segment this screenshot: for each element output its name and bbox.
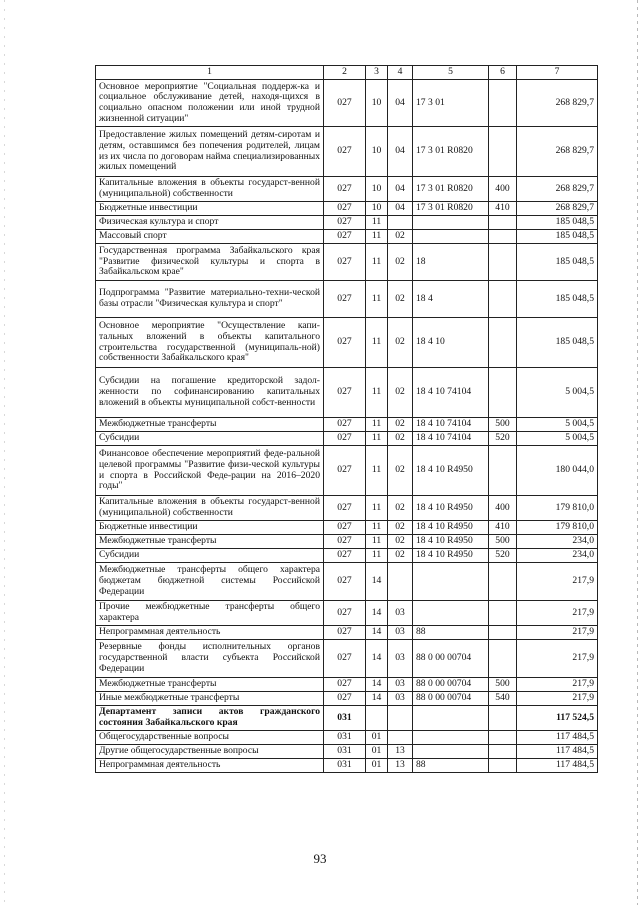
row-section-cell: 11 [366,230,388,244]
row-code-cell: 031 [324,731,366,745]
row-amount-cell: 268 829,7 [517,80,598,127]
row-target-article-cell: 88 0 00 00704 [413,692,489,706]
row-name-cell: Межбюджетные трансферты [96,418,324,432]
table-row [96,535,598,549]
row-section-cell: 14 [366,563,388,601]
row-amount-cell: 217,9 [517,678,598,692]
row-code-cell: 027 [324,318,366,368]
row-subsection-cell: 02 [388,230,413,244]
table-row [96,731,598,745]
row-subsection-cell: 02 [388,418,413,432]
row-target-article-cell: 88 0 00 00704 [413,640,489,678]
row-target-article-cell: 18 4 [413,281,489,318]
row-amount-cell: 217,9 [517,640,598,678]
row-expense-type-cell [489,759,517,773]
row-subsection-cell: 03 [388,601,413,626]
row-section-cell: 01 [366,731,388,745]
row-expense-type-cell: 520 [489,432,517,446]
table-row [96,318,598,368]
header-cell-target-article: 5 [413,66,489,80]
row-expense-type-cell [489,446,517,496]
row-subsection-cell: 02 [388,244,413,281]
table-row [96,80,598,127]
table-row [96,549,598,563]
scan-edge-right [637,0,638,905]
row-section-cell: 14 [366,626,388,640]
row-expense-type-cell [489,640,517,678]
table-row [96,706,598,731]
row-code-cell: 027 [324,626,366,640]
row-subsection-cell: 03 [388,692,413,706]
row-expense-type-cell [489,706,517,731]
row-expense-type-cell [489,318,517,368]
row-section-cell: 14 [366,678,388,692]
row-code-cell: 027 [324,521,366,535]
row-subsection-cell: 02 [388,549,413,563]
row-amount-cell: 234,0 [517,549,598,563]
row-name-cell: Резервные фонды исполнительных органов государственной власти субъекта Российской Федерации [96,640,324,678]
row-section-cell: 11 [366,549,388,563]
row-code-cell: 027 [324,563,366,601]
row-subsection-cell: 02 [388,496,413,521]
row-subsection-cell: 02 [388,281,413,318]
row-amount-cell: 117 524,5 [517,706,598,731]
row-subsection-cell: 02 [388,432,413,446]
row-section-cell: 11 [366,368,388,418]
row-amount-cell: 217,9 [517,601,598,626]
table-row [96,418,598,432]
row-amount-cell: 5 004,5 [517,418,598,432]
row-subsection-cell: 02 [388,446,413,496]
row-section-cell: 11 [366,432,388,446]
row-subsection-cell: 04 [388,127,413,177]
row-section-cell: 01 [366,759,388,773]
row-section-cell: 01 [366,745,388,759]
row-section-cell: 11 [366,318,388,368]
row-section-cell: 11 [366,216,388,230]
row-name-cell: Субсидии [96,432,324,446]
row-target-article-cell [413,745,489,759]
row-amount-cell: 179 810,0 [517,496,598,521]
row-target-article-cell [413,601,489,626]
row-name-cell: Капитальные вложения в объекты государст-венной (муниципальной) собственности [96,177,324,202]
table-row [96,640,598,678]
row-code-cell: 027 [324,678,366,692]
row-section-cell: 10 [366,177,388,202]
row-target-article-cell: 17 3 01 R0820 [413,202,489,216]
row-amount-cell: 5 004,5 [517,368,598,418]
row-code-cell: 027 [324,368,366,418]
row-code-cell: 027 [324,418,366,432]
row-subsection-cell [388,216,413,230]
row-name-cell: Капитальные вложения в объекты государст-венной (муниципальной) собственности [96,496,324,521]
row-section-cell: 10 [366,202,388,216]
row-expense-type-cell [489,563,517,601]
row-name-cell: Основное мероприятие "Социальная поддерж-ка и социальное обслуживание детей, находя-щихся в социально опасном положении или иной трудной жизненной ситуации" [96,80,324,127]
row-code-cell: 027 [324,640,366,678]
row-expense-type-cell [489,368,517,418]
row-amount-cell: 268 829,7 [517,127,598,177]
row-name-cell: Подпрограмма "Развитие материально-техни-ческой базы отрасли "Физическая культура и спорт" [96,281,324,318]
row-amount-cell: 185 048,5 [517,230,598,244]
table-row [96,692,598,706]
row-name-cell: Физическая культура и спорт [96,216,324,230]
row-name-cell: Межбюджетные трансферты [96,535,324,549]
row-target-article-cell: 17 3 01 R0820 [413,127,489,177]
row-target-article-cell: 18 4 10 74104 [413,432,489,446]
row-expense-type-cell [489,127,517,177]
row-section-cell: 11 [366,446,388,496]
row-name-cell: Другие общегосударственные вопросы [96,745,324,759]
row-name-cell: Финансовое обеспечение мероприятий феде-ральной целевой программы "Развитие физи-ческой культуры и спорта в Российской Феде-рации на 2016–2020 годы" [96,446,324,496]
row-expense-type-cell: 410 [489,521,517,535]
row-code-cell: 027 [324,601,366,626]
row-section-cell: 11 [366,418,388,432]
row-code-cell: 031 [324,745,366,759]
table-row [96,446,598,496]
table-row [96,521,598,535]
row-expense-type-cell: 520 [489,549,517,563]
table-header-row [96,66,598,80]
row-subsection-cell [388,706,413,731]
row-target-article-cell: 88 0 00 00704 [413,678,489,692]
row-name-cell: Межбюджетные трансферты [96,678,324,692]
row-code-cell: 027 [324,281,366,318]
row-code-cell: 027 [324,496,366,521]
row-expense-type-cell: 500 [489,418,517,432]
row-code-cell: 027 [324,230,366,244]
row-subsection-cell: 04 [388,202,413,216]
row-name-cell: Межбюджетные трансферты общего характера бюджетам бюджетной системы Российской Федерации [96,563,324,601]
table-row [96,759,598,773]
row-name-cell: Субсидии на погашение кредиторской задол-женности по софинансированию капитальных вложений в объекты муниципальной собст-венности [96,368,324,418]
row-subsection-cell: 03 [388,678,413,692]
row-subsection-cell: 03 [388,640,413,678]
row-target-article-cell: 18 4 10 R4950 [413,521,489,535]
row-target-article-cell [413,706,489,731]
row-section-cell: 14 [366,640,388,678]
row-expense-type-cell: 410 [489,202,517,216]
row-amount-cell: 217,9 [517,626,598,640]
row-name-cell: Субсидии [96,549,324,563]
row-section-cell [366,706,388,731]
row-expense-type-cell [489,626,517,640]
row-amount-cell: 185 048,5 [517,244,598,281]
row-expense-type-cell: 500 [489,678,517,692]
row-target-article-cell: 18 4 10 R4950 [413,496,489,521]
table-row [96,230,598,244]
row-subsection-cell: 02 [388,521,413,535]
row-name-cell: Департамент записи актов гражданского состояния Забайкальского края [96,706,324,731]
row-amount-cell: 234,0 [517,535,598,549]
header-cell-expense-type: 6 [489,66,517,80]
row-target-article-cell: 17 3 01 R0820 [413,177,489,202]
row-target-article-cell: 18 4 10 R4950 [413,549,489,563]
row-target-article-cell: 18 4 10 74104 [413,368,489,418]
row-code-cell: 027 [324,549,366,563]
row-subsection-cell: 13 [388,745,413,759]
table-row [96,563,598,601]
row-name-cell: Массовый спорт [96,230,324,244]
row-amount-cell: 185 048,5 [517,216,598,230]
row-name-cell: Основное мероприятие "Осуществление капи-тальных вложений в объекты капитального строительства государственной (муниципаль-ной) собственности Забайкальского края" [96,318,324,368]
row-code-cell: 027 [324,216,366,230]
row-amount-cell: 268 829,7 [517,202,598,216]
row-code-cell: 027 [324,244,366,281]
row-code-cell: 027 [324,202,366,216]
table-row [96,244,598,281]
row-amount-cell: 268 829,7 [517,177,598,202]
row-target-article-cell [413,731,489,745]
row-name-cell: Государственная программа Забайкальского края "Развитие физической культуры и спорта в Забайкальском крае" [96,244,324,281]
row-amount-cell: 117 484,5 [517,759,598,773]
row-subsection-cell: 03 [388,626,413,640]
row-code-cell: 027 [324,432,366,446]
row-amount-cell: 180 044,0 [517,446,598,496]
row-code-cell: 027 [324,80,366,127]
table-row [96,496,598,521]
row-expense-type-cell [489,731,517,745]
row-section-cell: 14 [366,692,388,706]
row-code-cell: 027 [324,177,366,202]
row-name-cell: Бюджетные инвестиции [96,521,324,535]
row-code-cell: 031 [324,706,366,731]
row-expense-type-cell [489,216,517,230]
row-section-cell: 11 [366,281,388,318]
row-amount-cell: 117 484,5 [517,745,598,759]
row-section-cell: 11 [366,244,388,281]
row-target-article-cell [413,563,489,601]
table-row [96,601,598,626]
row-section-cell: 14 [366,601,388,626]
row-name-cell: Предоставление жилых помещений детям-сиротам и детям, оставшимся без попечения родителей, лицам из их числа по договорам найма специализированных жилых помещений [96,127,324,177]
scan-edge-left [4,0,5,905]
row-expense-type-cell [489,80,517,127]
row-section-cell: 10 [366,127,388,177]
table-row [96,216,598,230]
row-code-cell: 027 [324,535,366,549]
row-name-cell: Иные межбюджетные трансферты [96,692,324,706]
row-target-article-cell: 88 [413,626,489,640]
row-expense-type-cell [489,601,517,626]
table-row [96,127,598,177]
row-target-article-cell [413,230,489,244]
row-code-cell: 027 [324,446,366,496]
row-amount-cell: 185 048,5 [517,281,598,318]
row-section-cell: 11 [366,521,388,535]
row-target-article-cell: 18 4 10 R4950 [413,446,489,496]
row-expense-type-cell: 540 [489,692,517,706]
row-target-article-cell: 18 4 10 74104 [413,418,489,432]
row-code-cell: 027 [324,692,366,706]
table-body [96,80,598,773]
budget-table [95,65,598,773]
row-subsection-cell: 04 [388,80,413,127]
row-subsection-cell: 13 [388,759,413,773]
table-row [96,745,598,759]
row-subsection-cell: 02 [388,535,413,549]
row-section-cell: 11 [366,535,388,549]
row-amount-cell: 185 048,5 [517,318,598,368]
row-subsection-cell: 02 [388,368,413,418]
table-row [96,368,598,418]
row-name-cell: Непрограммная деятельность [96,759,324,773]
header-cell-section: 3 [366,66,388,80]
row-target-article-cell: 88 [413,759,489,773]
header-cell-amount: 7 [517,66,598,80]
row-amount-cell: 217,9 [517,692,598,706]
row-target-article-cell: 18 4 10 [413,318,489,368]
row-expense-type-cell [489,745,517,759]
table-row [96,678,598,692]
row-amount-cell: 5 004,5 [517,432,598,446]
row-name-cell: Бюджетные инвестиции [96,202,324,216]
row-expense-type-cell [489,244,517,281]
header-cell-subsection: 4 [388,66,413,80]
row-expense-type-cell: 400 [489,177,517,202]
header-cell-code: 2 [324,66,366,80]
header-cell-name: 1 [96,66,324,80]
row-target-article-cell: 17 3 01 [413,80,489,127]
page-number: 93 [313,851,327,866]
row-expense-type-cell: 400 [489,496,517,521]
row-subsection-cell [388,731,413,745]
row-name-cell: Общегосударственные вопросы [96,731,324,745]
row-section-cell: 10 [366,80,388,127]
row-amount-cell: 179 810,0 [517,521,598,535]
row-expense-type-cell [489,281,517,318]
table-row [96,177,598,202]
table-row [96,202,598,216]
row-target-article-cell [413,216,489,230]
row-subsection-cell: 04 [388,177,413,202]
row-expense-type-cell: 500 [489,535,517,549]
row-code-cell: 031 [324,759,366,773]
row-amount-cell: 217,9 [517,563,598,601]
row-name-cell: Непрограммная деятельность [96,626,324,640]
row-amount-cell: 117 484,5 [517,731,598,745]
row-subsection-cell [388,563,413,601]
table-row [96,281,598,318]
row-name-cell: Прочие межбюджетные трансферты общего характера [96,601,324,626]
row-expense-type-cell [489,230,517,244]
table-row [96,626,598,640]
row-code-cell: 027 [324,127,366,177]
row-section-cell: 11 [366,496,388,521]
row-target-article-cell: 18 [413,244,489,281]
table-row [96,432,598,446]
row-subsection-cell: 02 [388,318,413,368]
row-target-article-cell: 18 4 10 R4950 [413,535,489,549]
